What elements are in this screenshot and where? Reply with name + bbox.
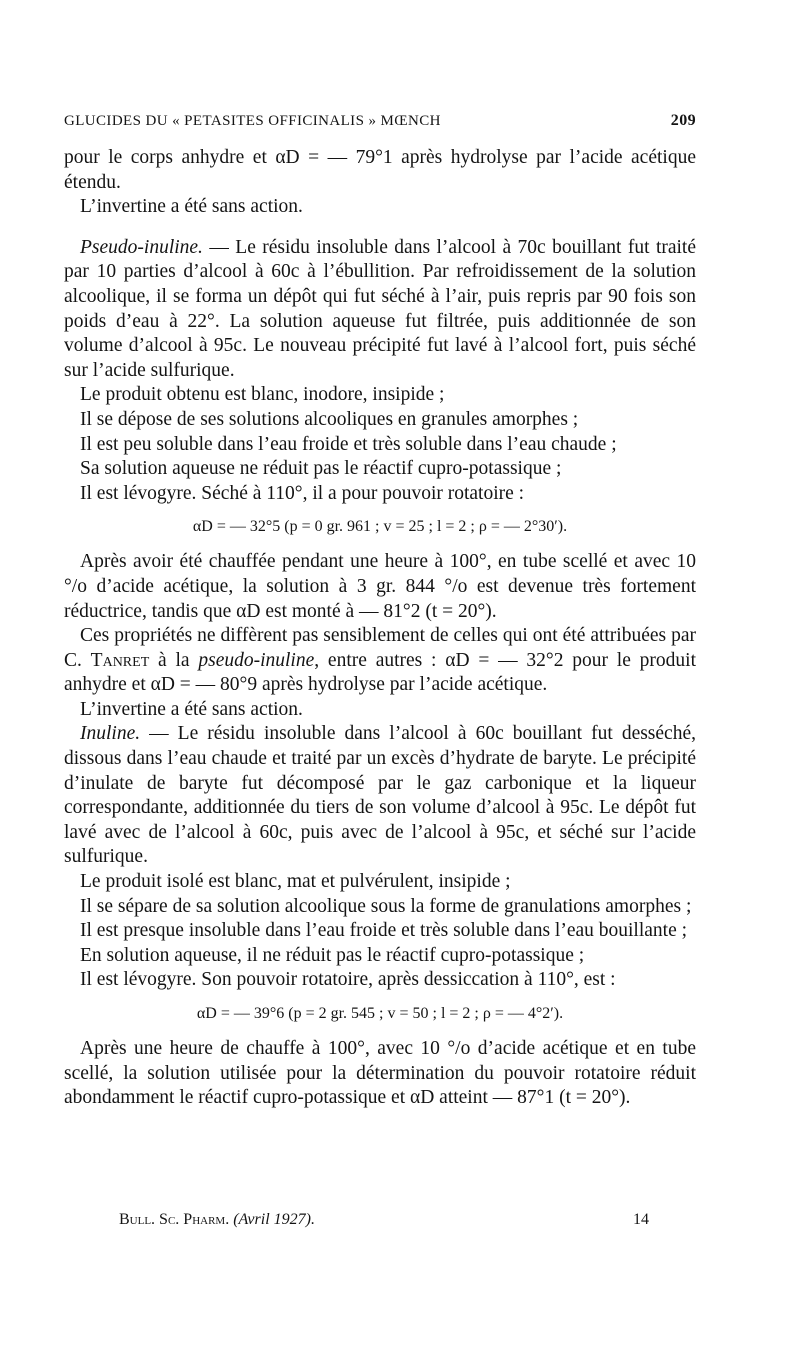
paragraph-10: Ces propriétés ne diffèrent pas sensiblement de celles qui ont été attribuées par C. Tanret à la pseudo-inuline, entre autres : αD = — 32°2 pour le produit anhydre et αD = — 80°9 après hydrolyse par l’acide acétique. [64,625,696,696]
journal-citation [119,1211,315,1229]
section-title-pseudo-inuline: Pseudo-inuline. [80,236,203,258]
signature-number: 14 [633,1211,649,1228]
page-footer [119,1211,649,1229]
paragraph-17: Il est lévogyre. Son pouvoir rotatoire, après dessiccation à 110°, est : [80,969,616,991]
paragraph-6: Il est peu soluble dans l’eau froide et très soluble dans l’eau chaude ; [80,433,617,455]
page-number: 209 [670,112,696,129]
paragraph-16: En solution aqueuse, il ne réduit pas le réactif cupro-potassique ; [80,944,585,966]
section-title-inuline: Inuline. [80,723,141,745]
term-pseudo-inuline: pseudo-inuline [198,649,315,671]
paragraph-14: Il se sépare de sa solution alcoolique sous la forme de granulations amorphes ; [80,895,692,917]
paragraph-2: L’invertine a été sans action. [80,196,303,218]
journal-name: Bull. Sc. Pharm. [119,1211,230,1228]
paragraph-4: Le produit obtenu est blanc, inodore, insipide ; [80,384,445,406]
paragraph-18: Après une heure de chauffe à 100°, avec 10 °/o d’acide acétique et en tube scellé, la solution utilisée pour la détermination du pouvoir rotatoire réduit abondamment le réactif cupro-potassique et αD atteint — 87°1 (t = 20°). [64,1038,696,1109]
paragraph-inuline [64,722,696,870]
issue-date: (Avril 1927). [233,1211,315,1228]
paragraph-11: L’invertine a été sans action. [80,698,303,720]
paragraph-8: Il est lévogyre. Séché à 110°, il a pour pouvoir rotatoire : [80,482,525,504]
page [64,112,696,1111]
paragraph-13: Le produit isolé est blanc, mat et pulvérulent, insipide ; [80,871,511,893]
paragraph-12-body: — Le résidu insoluble dans l’alcool à 60c bouillant fut desséché, dissous dans l’eau chaude et traité par un excès d’hydrate de baryte. Le précipité d’inulate de baryte fut décomposé par le gaz carbonique et la liqueur correspondante, additionnée du tiers de son volume d’alcool à 95c. Le dépôt fut lavé avec de l’alcool à 60c, puis avec de l’alcool à 95c, et séché sur l’acide sulfurique. [64,723,696,868]
formula-1: αD = — 32°5 (p = 0 gr. 961 ; v = 25 ; l = 2 ; ρ = — 2°30′). [192,518,568,536]
paragraph-3-body: — Le résidu insoluble dans l’alcool à 70c bouillant fut traité par 10 parties d’alcool à 60c à l’ébullition. Par refroidissement de la solution alcoolique, il se forma un dépôt qui fut séché à l’air, puis repris par 90 fois son poids d’eau à 22°. La solution aqueuse fut filtrée, puis additionnée de son volume d’alcool à 95c. Le nouveau précipité fut lavé à l’alcool fort, puis séché sur l’acide sulfurique. [64,236,696,381]
author-name: Tanret [90,649,150,671]
formula-2: αD = — 39°6 (p = 2 gr. 545 ; v = 50 ; l = 2 ; ρ = — 4°2′). [196,1005,564,1022]
paragraph-pseudo-inuline [64,236,696,384]
running-title: GLUCIDES DU « PETASITES OFFICINALIS » MŒNCH [64,113,441,129]
running-header [64,112,696,146]
paragraph-1: pour le corps anhydre et αD = — 79°1 après hydrolyse par l’acide acétique étendu. [64,147,696,193]
paragraph-5: Il se dépose de ses solutions alcooliques en granules amorphes ; [80,408,579,430]
paragraph-15: Il est presque insoluble dans l’eau froide et très soluble dans l’eau bouillante ; [80,920,688,942]
paragraph-7: Sa solution aqueuse ne réduit pas le réactif cupro-potassique ; [80,458,562,480]
paragraph-9: Après avoir été chauffée pendant une heure à 100°, en tube scellé et avec 10 °/o d’acide acétique, la solution à 3 gr. 844 °/o est devenue très fortement réductrice, tandis que αD est monté à — 81°2 (t = 20°). [64,551,696,622]
